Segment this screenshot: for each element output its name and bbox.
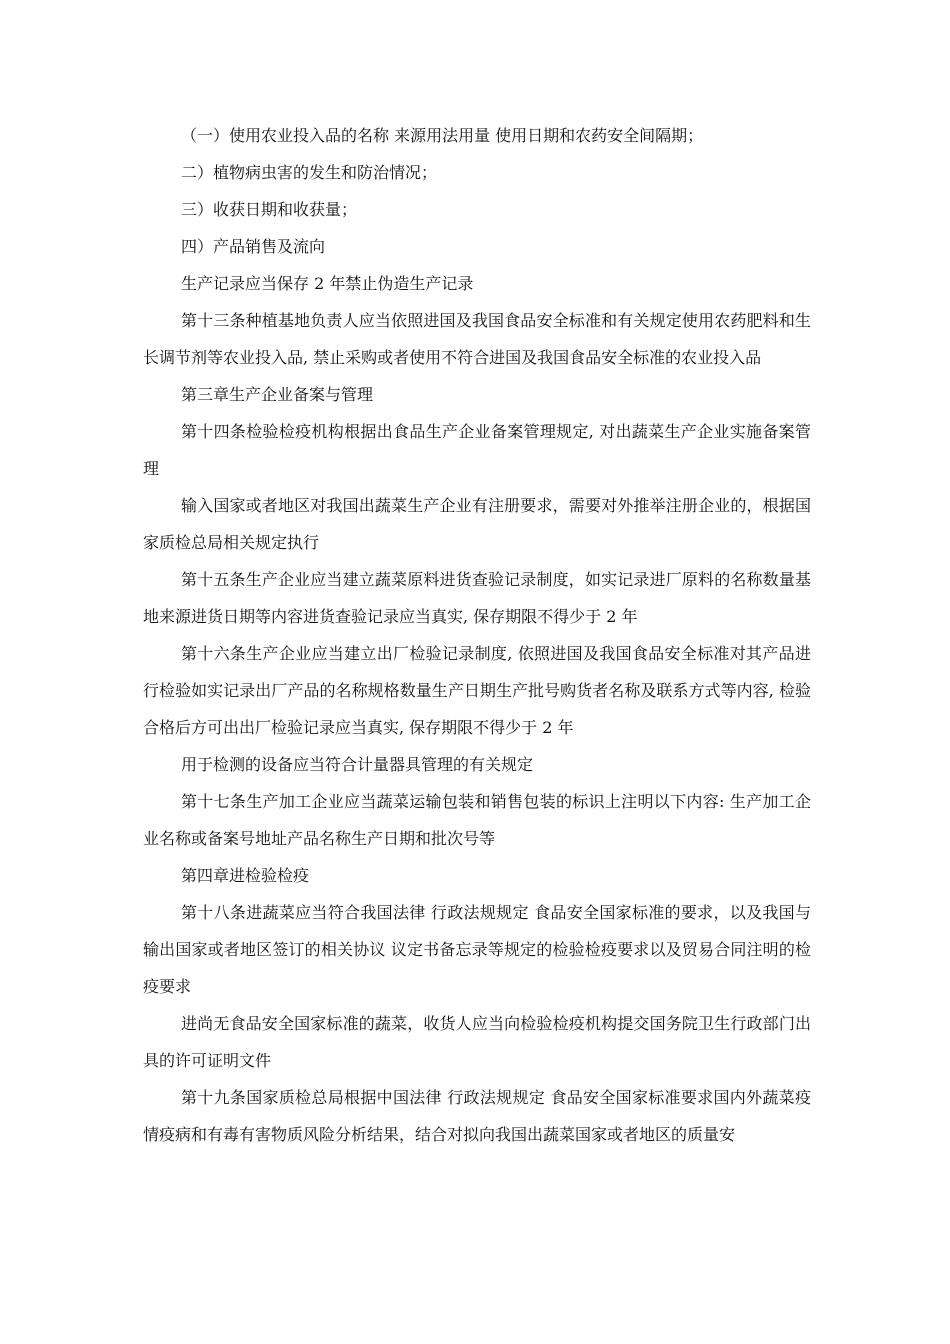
article-17-paragraph: 第十七条生产加工企业应当蔬菜运输包装和销售包装的标识上注明以下内容: 生产加工企业名称或备案号地址产品名称生产日期和批次号等 (143, 792, 811, 848)
chapter-3-heading: 第三章生产企业备案与管理 (181, 385, 374, 404)
paragraph-item-2: 二）植物病虫害的发生和防治情况； (181, 163, 438, 182)
article-14-paragraph: 第十四条检验检疫机构根据出食品生产企业备案管理规定, 对出蔬菜生产企业实施备案管理 (143, 422, 811, 478)
article-16-paragraph: 第十六条生产企业应当建立出厂检验记录制度, 依照进国及我国食品安全标准对其产品进行检验如实记录出厂产品的名称规格数量生产日期生产批号购货者名称及联系方式等内容, 检验合格后方可出出厂检验记录应当真实, 保存期限不得少于 2 年 (143, 644, 811, 737)
paragraph-item-4: 四）产品销售及流向 (181, 237, 326, 256)
article-19-paragraph: 第十九条国家质检总局根据中国法律 行政法规规定 食品安全国家标准要求国内外蔬菜疫情疫病和有毒有害物质风险分析结果，结合对拟向我国出蔬菜国家或者地区的质量安 (143, 1088, 811, 1144)
article-13-paragraph: 第十三条种植基地负责人应当依照进国及我国食品安全标准和有关规定使用农药肥料和生长调节剂等农业投入品, 禁止采购或者使用不符合进国及我国食品安全标准的农业投入品 (143, 311, 811, 367)
article-15-paragraph: 第十五条生产企业应当建立蔬菜原料进货查验记录制度，如实记录进厂原料的名称数量基地来源进货日期等内容进货查验记录应当真实, 保存期限不得少于 2 年 (143, 570, 811, 626)
document-body (143, 117, 811, 1153)
paragraph-item-3: 三）收获日期和收获量； (181, 200, 358, 219)
registration-requirement-paragraph: 输入国家或者地区对我国出蔬菜生产企业有注册要求，需要对外推举注册企业的，根据国家质检总局相关规定执行 (143, 496, 811, 552)
equipment-paragraph: 用于检测的设备应当符合计量器具管理的有关规定 (181, 755, 534, 774)
paragraph-item-1: （一）使用农业投入品的名称 来源用法用量 使用日期和农药安全间隔期； (181, 126, 704, 145)
no-standard-paragraph: 进尚无食品安全国家标准的蔬菜，收货人应当向检验检疫机构提交国务院卫生行政部门出具的许可证明文件 (143, 1014, 811, 1070)
paragraph-item-5: 生产记录应当保存 2 年禁止伪造生产记录 (181, 274, 474, 293)
article-18-paragraph: 第十八条进蔬菜应当符合我国法律 行政法规规定 食品安全国家标准的要求，以及我国与输出国家或者地区签订的相关协议 议定书备忘录等规定的检验检疫要求以及贸易合同注明的检疫要求 (143, 903, 811, 996)
chapter-4-heading: 第四章进检验检疫 (181, 866, 310, 885)
